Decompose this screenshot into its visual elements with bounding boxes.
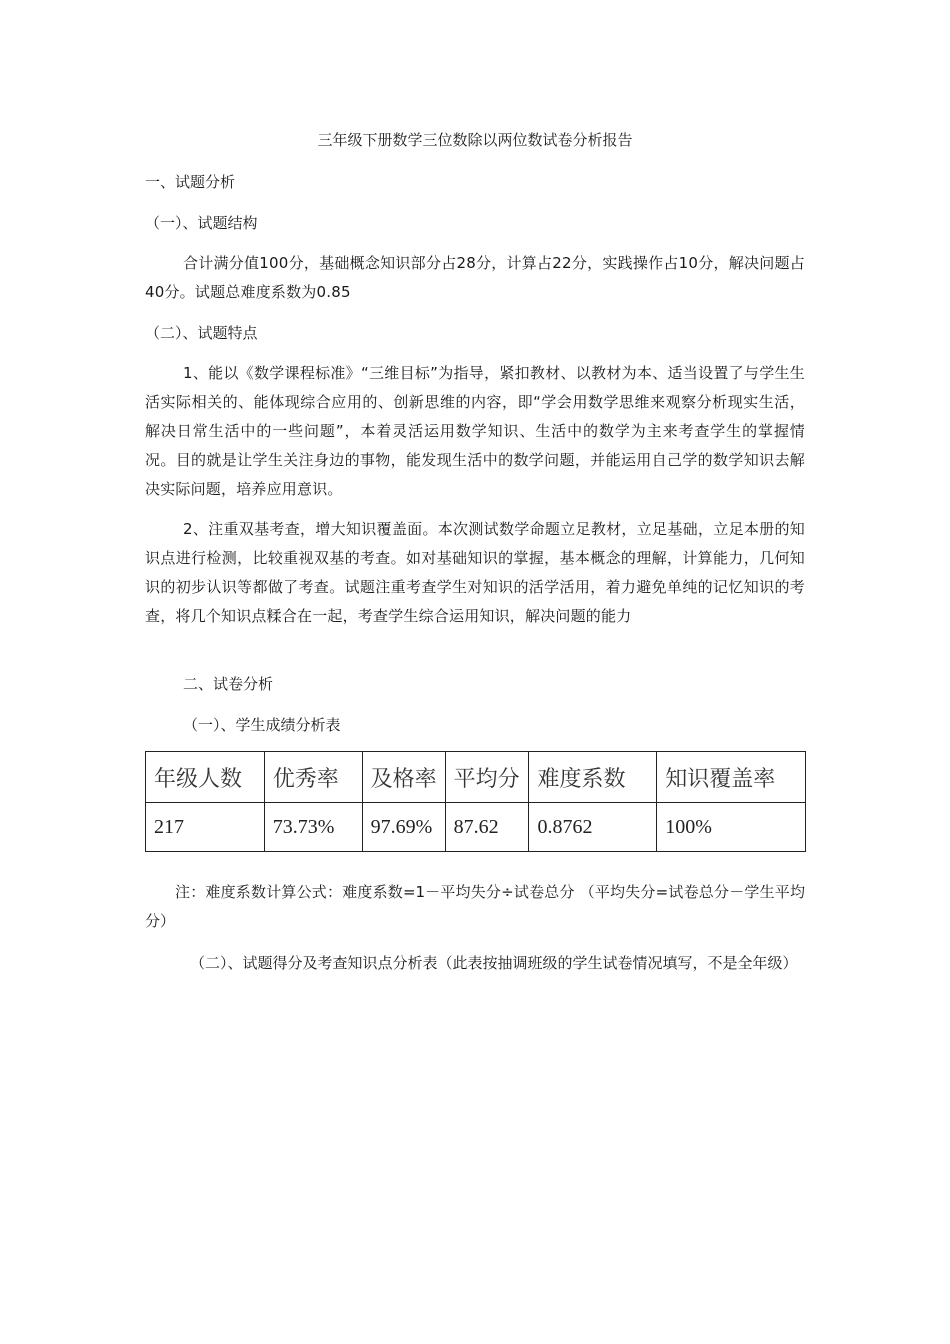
header-coverage: 知识覆盖率: [657, 752, 806, 803]
paragraph-feature-1: 1、能以《数学课程标准》“三维目标”为指导，紧扣教材、以教材为本、适当设置了与学生生活实际相关的、能体现综合应用的、创新思维的内容，即“学会用数学思维来观察分析现实生活，解决日常生活中的一些问题”，本着灵活运用数学知识、生活中的数学为主来考查学生的掌握情况。目的就是让学生关注身边的事物，能发现生活中的数学问题，并能运用自己学的数学知识去解决实际问题，培养应用意识。: [145, 364, 805, 498]
cell-excellent-rate: 73.73%: [264, 803, 362, 852]
cell-difficulty: 0.8762: [529, 803, 657, 852]
section-heading-paper-analysis: 二、试卷分析: [183, 675, 274, 693]
paragraph-test-structure: 合计满分值100分，基础概念知识部分占28分，计算占22分，实践操作占10分，解决问题占40分。试题总难度系数为0.85: [145, 254, 805, 301]
header-excellent-rate: 优秀率: [264, 752, 362, 803]
score-analysis-table: [145, 751, 806, 852]
header-difficulty: 难度系数: [529, 752, 657, 803]
cell-grade-count: 217: [146, 803, 265, 852]
cell-average-score: 87.62: [445, 803, 529, 852]
header-pass-rate: 及格率: [362, 752, 445, 803]
subheading-score-knowledge-table: （二）、试题得分及考查知识点分析表（此表按抽调班级的学生试卷情况填写，不是全年级）: [190, 954, 798, 972]
paragraph-feature-2: 2、注重双基考查，增大知识覆盖面。本次测试数学命题立足教材，立足基础，立足本册的知识点进行检测，比较重视双基的考查。如对基础知识的掌握，基本概念的理解，计算能力，几何知识的初步认识等都做了考查。试题注重考查学生对知识的活学活用，着力避免单纯的记忆知识的考查，将几个知识点糅合在一起，考查学生综合运用知识，解决问题的能力: [145, 520, 805, 625]
header-average-score: 平均分: [445, 752, 529, 803]
subheading-test-features: （二）、试题特点: [145, 324, 258, 342]
table-row: [146, 803, 806, 852]
cell-coverage: 100%: [657, 803, 806, 852]
document-title: 三年级下册数学三位数除以两位数试卷分析报告: [317, 131, 633, 149]
section-heading-test-analysis: 一、试题分析: [145, 173, 236, 191]
difficulty-formula-note: 注：难度系数计算公式：难度系数=1－平均失分÷试卷总分 （平均失分=试卷总分－学生平均分）: [145, 883, 805, 930]
subheading-score-table: （一）、学生成绩分析表: [183, 716, 341, 734]
subheading-test-structure: （一）、试题结构: [145, 214, 258, 232]
cell-pass-rate: 97.69%: [362, 803, 445, 852]
table-header-row: [146, 752, 806, 803]
header-grade-count: 年级人数: [146, 752, 265, 803]
